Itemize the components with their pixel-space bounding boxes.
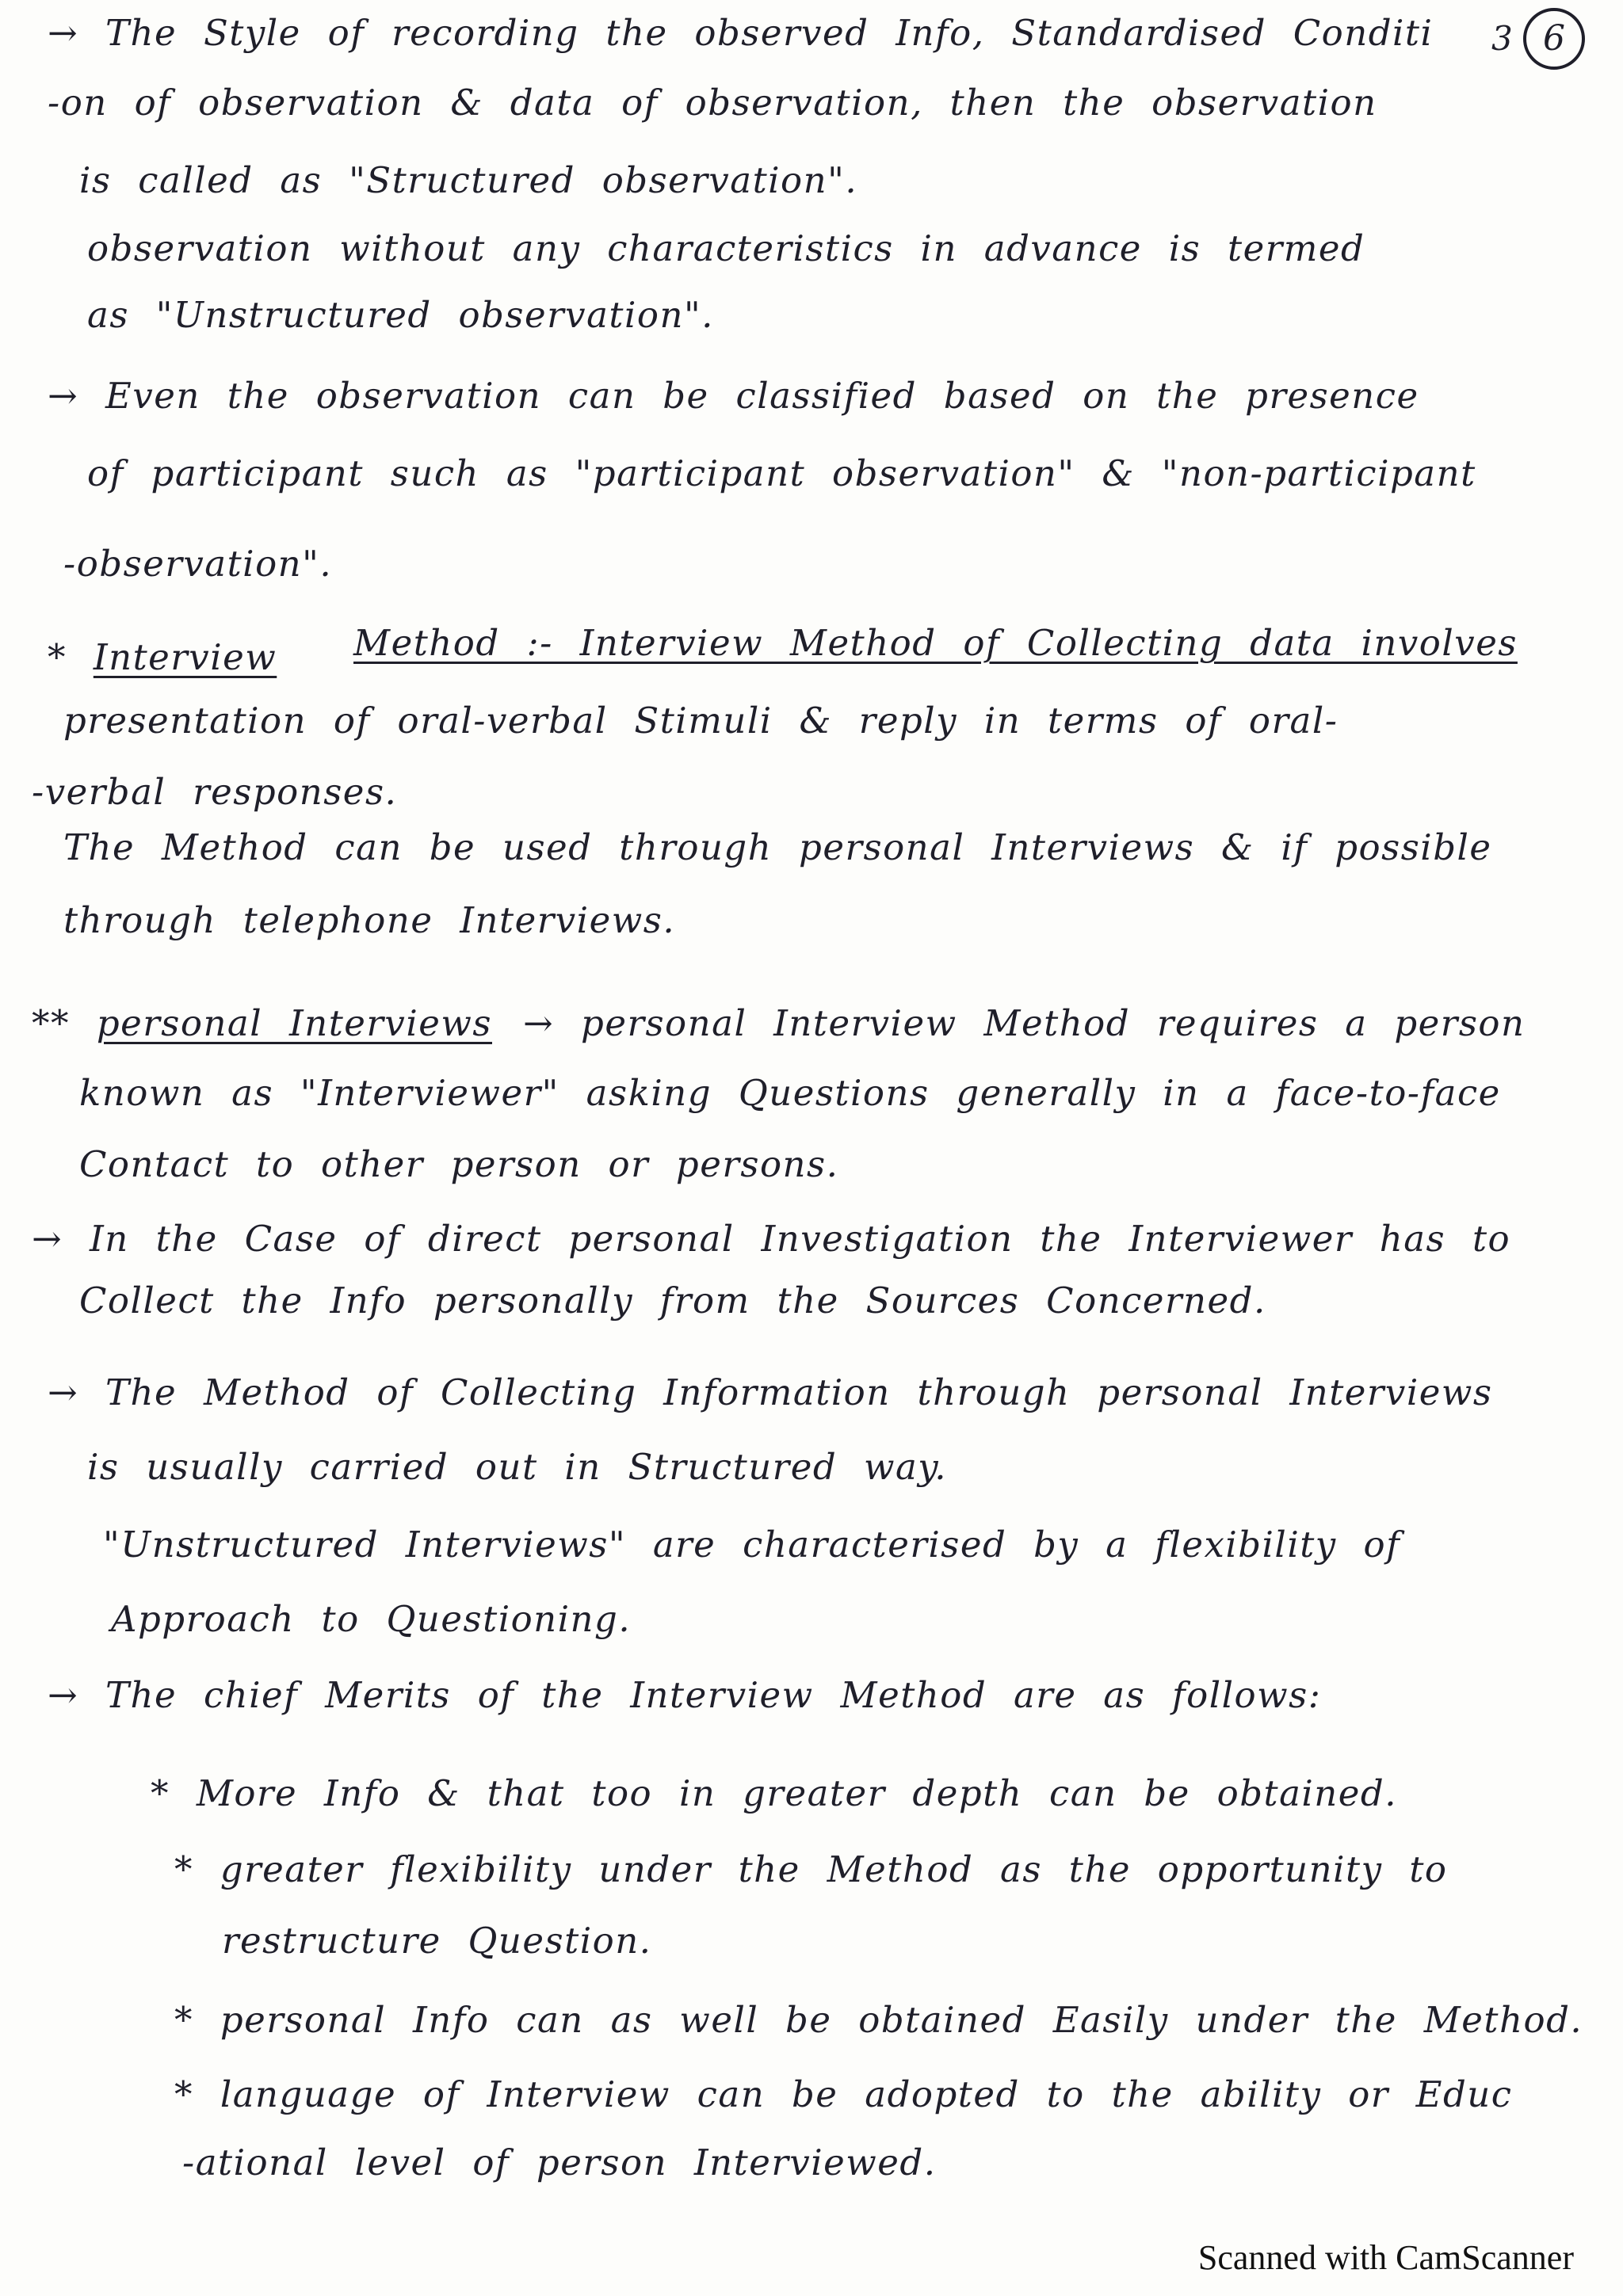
note-line: Approach to Questioning. — [111, 1598, 632, 1640]
note-line: → The Style of recording the observed Info, Standardised Conditi — [48, 12, 1434, 54]
merit-item — [151, 1770, 1397, 1817]
star-marker: * — [151, 1772, 170, 1814]
note-line: as "Unstructured observation". — [87, 294, 714, 336]
note-line: is called as "Structured observation". — [79, 159, 858, 201]
note-line: is usually carried out in Structured way. — [87, 1446, 948, 1488]
note-line: → personal Interview Method requires a person — [523, 1002, 1526, 1044]
star-marker: * — [174, 1999, 193, 2041]
note-line: known as "Interviewer" asking Questions generally in a face-to-face — [79, 1072, 1501, 1114]
note-line: -verbal responses. — [32, 771, 398, 813]
note-line: presentation of oral-verbal Stimuli & reply in terms of oral- — [63, 700, 1338, 742]
note-line: Contact to other person or persons. — [79, 1143, 839, 1185]
note-line: → The chief Merits of the Interview Method are as follows: — [48, 1674, 1322, 1716]
page-number-prefix: 3 — [1491, 19, 1513, 58]
page-number-circle — [1491, 8, 1585, 70]
scanner-watermark: Scanned with CamScanner — [1197, 2238, 1574, 2277]
note-line: through telephone Interviews. — [63, 899, 676, 941]
note-line: Collect the Info personally from the Sources Concerned. — [79, 1280, 1266, 1322]
note-line: -on of observation & data of observation, then the observation — [48, 82, 1377, 124]
heading-interview: Interview — [93, 636, 277, 678]
merit-text: personal Info can as well be obtained Easily under the Method. — [220, 1999, 1583, 2041]
star-marker: * — [48, 636, 67, 678]
note-line: The Method can be used through personal Interviews & if possible — [63, 826, 1492, 868]
note-line: "Unstructured Interviews" are characterised by a flexibility of — [103, 1524, 1401, 1566]
note-line: observation without any characteristics in advance is termed — [87, 227, 1365, 269]
merit-text: language of Interview can be adopted to the ability or Educ — [220, 2073, 1513, 2115]
star-marker: * — [174, 2073, 193, 2115]
note-line: -observation". — [63, 543, 333, 585]
merit-item — [174, 1997, 1583, 2044]
note-line: → The Method of Collecting Information through personal Interviews — [48, 1371, 1493, 1413]
merit-item — [174, 2071, 1512, 2119]
note-line: of participant such as "participant observation" & "non-participant — [87, 452, 1476, 494]
note-line: -ational level of person Interviewed. — [182, 2142, 937, 2183]
heading-personal-interviews: personal Interviews — [96, 1002, 492, 1044]
interview-heading — [48, 634, 277, 681]
note-line: → Even the observation can be classified based on the presence — [48, 375, 1419, 417]
page-number: 6 — [1543, 18, 1565, 59]
heading-method-definition: Method :- Interview Method of Collecting data involves — [353, 622, 1518, 664]
star-marker: * — [174, 1848, 193, 1890]
merit-item — [174, 1846, 1448, 1894]
personal-interview-heading — [32, 1000, 492, 1047]
merit-text: More Info & that too in greater depth can be obtained. — [196, 1772, 1398, 1814]
note-line: → In the Case of direct personal Investigation the Interviewer has to — [32, 1218, 1511, 1260]
double-star-marker: ** — [32, 1002, 70, 1044]
note-line: restructure Question. — [222, 1920, 652, 1962]
merit-text: greater flexibility under the Method as the opportunity to — [220, 1848, 1448, 1890]
